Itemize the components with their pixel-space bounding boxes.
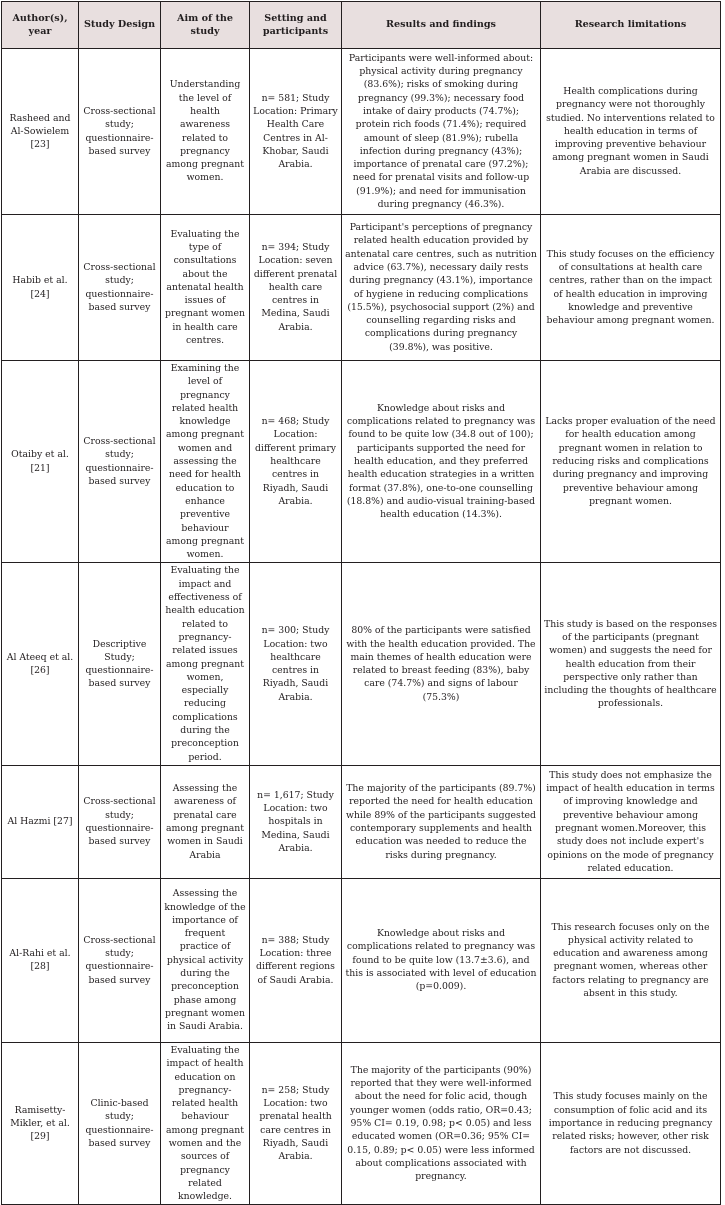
table-header bbox=[2, 2, 721, 49]
header-study-design: Study Design bbox=[79, 2, 161, 49]
header-row bbox=[2, 2, 721, 49]
cell-setting: n= 300; Study Location: two healthcare centres in Riyadh, Saudi Arabia. bbox=[250, 563, 342, 765]
cell-design: Descriptive Study; questionnaire-based survey bbox=[79, 563, 161, 765]
cell-aim: Assessing the awareness of prenatal care among pregnant women in Saudi Arabia bbox=[161, 765, 250, 878]
cell-setting: n= 388; Study Location: three different regions of Saudi Arabia. bbox=[250, 878, 342, 1042]
cell-setting: n= 394; Study Location: seven different prenatal health care centres in Medina, Saudi Arabia. bbox=[250, 215, 342, 361]
cell-design: Clinic-based study; questionnaire-based survey bbox=[79, 1042, 161, 1205]
cell-aim: Assessing the knowledge of the importance of frequent practice of physical activity during the preconception phase among pregnant women in Saudi Arabia. bbox=[161, 878, 250, 1042]
literature-review-table bbox=[1, 1, 721, 1205]
cell-results: Participant's perceptions of pregnancy related health education provided by antenatal care centres, such as nutrition advice (63.7%), necessary daily rests during pregnancy (43.1%), importance of hygiene in reducing complications (15.5%), psychosocial support (2%) and counselling regarding risks and complications during pregnancy (39.8%), was positive. bbox=[342, 215, 541, 361]
cell-limitations: This study focuses on the efficiency of consultations at health care centres, rather than on the impact of health education in improving knowledge and preventive behaviour among pregnant women. bbox=[541, 215, 721, 361]
table-row bbox=[2, 215, 721, 361]
table-row bbox=[2, 1042, 721, 1205]
cell-design: Cross-sectional study; questionnaire-based survey bbox=[79, 878, 161, 1042]
table-row bbox=[2, 765, 721, 878]
cell-author: Al Hazmi [27] bbox=[2, 765, 79, 878]
cell-author: Al Ateeq et al. [26] bbox=[2, 563, 79, 765]
cell-results: The majority of the participants (90%) reported that they were well-informed about the need for folic acid, though younger women (odds ratio, OR=0.43; 95% CI= 0.19, 0.98; p< 0.05) and less educated women (OR=0.36; 95% CI= 0.15, 0.89; p< 0.05) were less informed about complications associated with pregnancy. bbox=[342, 1042, 541, 1205]
header-setting: Setting and participants bbox=[250, 2, 342, 49]
cell-limitations: This study is based on the responses of the participants (pregnant women) and suggests the need for health education from their perspective only rather than including the thoughts of healthcare professionals. bbox=[541, 563, 721, 765]
cell-results: The majority of the participants (89.7%) reported the need for health education while 89% of the participants suggested contemporary supplements and health education was needed to reduce the risks during pregnancy. bbox=[342, 765, 541, 878]
cell-author: Ramisetty-Mikler, et al. [29] bbox=[2, 1042, 79, 1205]
cell-author: Al-Rahi et al. [28] bbox=[2, 878, 79, 1042]
header-aim: Aim of the study bbox=[161, 2, 250, 49]
cell-design: Cross-sectional study; questionnaire-based survey bbox=[79, 765, 161, 878]
cell-setting: n= 1,617; Study Location: two hospitals in Medina, Saudi Arabia. bbox=[250, 765, 342, 878]
cell-limitations: This research focuses only on the physical activity related to education and awareness among pregnant women, whereas other factors relating to pregnancy are absent in this study. bbox=[541, 878, 721, 1042]
cell-setting: n= 468; Study Location: different primary healthcare centres in Riyadh, Saudi Arabia. bbox=[250, 361, 342, 563]
cell-design: Cross-sectional study; questionnaire-based survey bbox=[79, 215, 161, 361]
cell-aim: Evaluating the impact of health education on pregnancy-related health behaviour among pregnant women and the sources of pregnancy related knowledge. bbox=[161, 1042, 250, 1205]
cell-results: 80% of the participants were satisfied with the health education provided. The main themes of health education were related to breast feeding (83%), baby care (74.7%) and signs of labour (75.3%) bbox=[342, 563, 541, 765]
cell-results: Participants were well-informed about: physical activity during pregnancy (83.6%); risks of smoking during pregnancy (99.3%); necessary food intake of dairy products (74.7%); protein rich foods (71.4%); required amount of sleep (81.9%); rubella infection during pregnancy (43%); importance of prenatal care (97.2%); need for prenatal visits and follow-up (91.9%); and need for immunisation during pregnancy (46.3%). bbox=[342, 49, 541, 215]
cell-design: Cross-sectional study; questionnaire-based survey bbox=[79, 361, 161, 563]
cell-aim: Evaluating the type of consultations about the antenatal health issues of pregnant women in health care centres. bbox=[161, 215, 250, 361]
cell-author: Otaiby et al. [21] bbox=[2, 361, 79, 563]
cell-design: Cross-sectional study; questionnaire-based survey bbox=[79, 49, 161, 215]
cell-aim: Understanding the level of health awareness related to pregnancy among pregnant women. bbox=[161, 49, 250, 215]
table-row bbox=[2, 563, 721, 765]
header-results: Results and findings bbox=[342, 2, 541, 49]
table-row bbox=[2, 878, 721, 1042]
cell-setting: n= 581; Study Location: Primary Health Care Centres in Al-Khobar, Saudi Arabia. bbox=[250, 49, 342, 215]
table-row bbox=[2, 49, 721, 215]
cell-aim: Examining the level of pregnancy related health knowledge among pregnant women and assessing the need for health education to enhance preventive behaviour among pregnant women. bbox=[161, 361, 250, 563]
cell-setting: n= 258; Study Location: two prenatal health care centres in Riyadh, Saudi Arabia. bbox=[250, 1042, 342, 1205]
cell-author: Habib et al. [24] bbox=[2, 215, 79, 361]
cell-limitations: Lacks proper evaluation of the need for health education among pregnant women in relation to reducing risks and complications during pregnancy and improving preventive behaviour among pregnant women. bbox=[541, 361, 721, 563]
table-row bbox=[2, 361, 721, 563]
cell-author: Rasheed and Al-Sowielem [23] bbox=[2, 49, 79, 215]
cell-results: Knowledge about risks and complications related to pregnancy was found to be quite low (13.7±3.6), and this is associated with level of education (p=0.009). bbox=[342, 878, 541, 1042]
cell-limitations: Health complications during pregnancy were not thoroughly studied. No interventions related to health education in terms of improving preventive behaviour among pregnant women in Saudi Arabia are discussed. bbox=[541, 49, 721, 215]
cell-results: Knowledge about risks and complications related to pregnancy was found to be quite low (34.8 out of 100); participants supported the need for health education, and they preferred health education strategies in a written format (37.8%), one-to-one counselling (18.8%) and audio-visual training-based health education (14.3%). bbox=[342, 361, 541, 563]
table-body bbox=[2, 49, 721, 1205]
cell-limitations: This study does not emphasize the impact of health education in terms of improving knowledge and preventive behaviour among pregnant women.Moreover, this study does not include expert's opinions on the mode of pregnancy related education. bbox=[541, 765, 721, 878]
cell-limitations: This study focuses mainly on the consumption of folic acid and its importance in reducing pregnancy related risks; however, other risk factors are not discussed. bbox=[541, 1042, 721, 1205]
header-limitations: Research limitations bbox=[541, 2, 721, 49]
cell-aim: Evaluating the impact and effectiveness of health education related to pregnancy-related issues among pregnant women, especially reducing complications during the preconception period. bbox=[161, 563, 250, 765]
header-author: Author(s), year bbox=[2, 2, 79, 49]
